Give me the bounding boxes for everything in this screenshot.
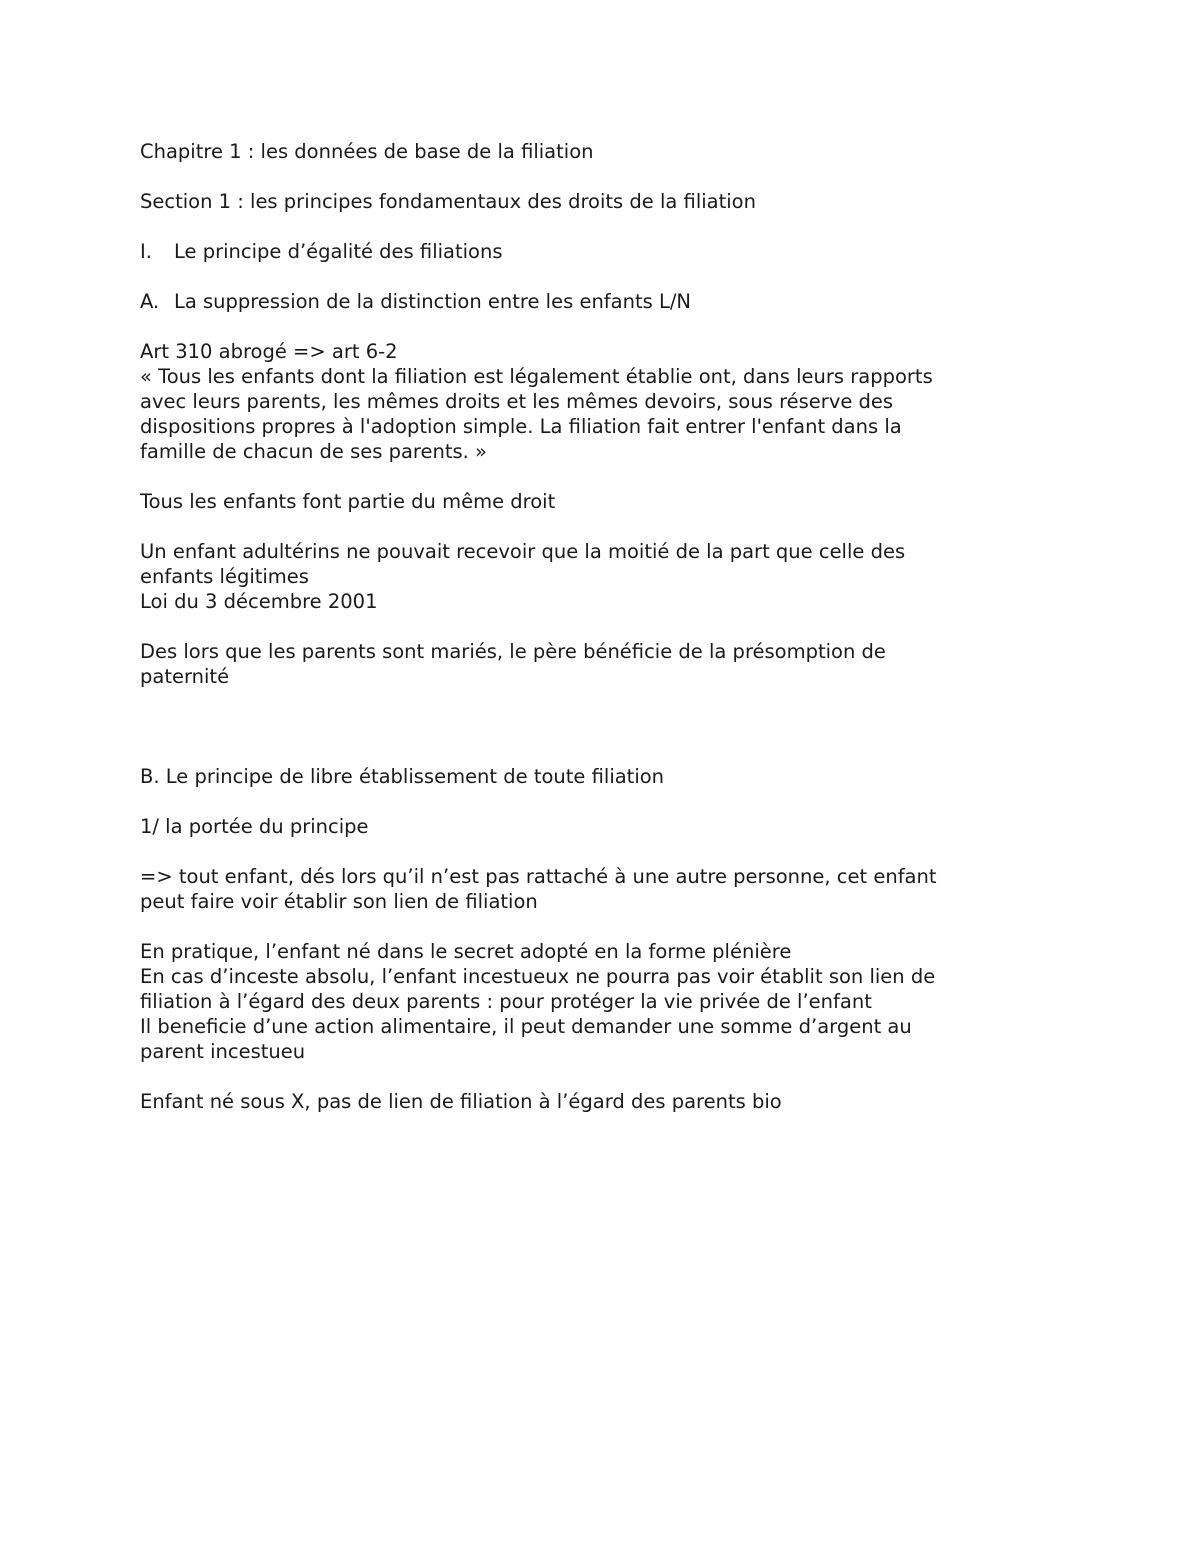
heading-part-b: B. Le principe de libre établissement de toute filiation	[140, 765, 665, 788]
quote-line: avec leurs parents, les mêmes droits et les mêmes devoirs, sous réserve des	[140, 390, 894, 413]
paragraph-line: Un enfant adultérins ne pouvait recevoir que la moitié de la part que celle des	[140, 540, 906, 563]
quote-line: « Tous les enfants dont la filiation est légalement établie ont, dans leurs rapports	[140, 365, 933, 388]
paragraph-line: Des lors que les parents sont mariés, le père bénéficie de la présomption de	[140, 640, 886, 663]
spacer	[140, 789, 1040, 814]
spacer	[140, 314, 1040, 339]
spacer	[140, 689, 1040, 764]
section-title: Section 1 : les principes fondamentaux des droits de la filiation	[140, 190, 756, 213]
paragraph-line: filiation à l’égard des deux parents : pour protéger la vie privée de l’enfant	[140, 990, 872, 1013]
heading-part-i	[140, 239, 1040, 264]
quote-line: famille de chacun de ses parents. »	[140, 440, 487, 463]
paragraph-line: => tout enfant, dés lors qu’il n’est pas rattaché à une autre personne, cet enfant	[140, 865, 937, 888]
subsection-heading: 1/ la portée du principe	[140, 815, 369, 838]
spacer	[140, 514, 1040, 539]
spacer	[140, 464, 1040, 489]
spacer	[140, 214, 1040, 239]
spacer	[140, 914, 1040, 939]
paragraph-line: Il beneficie d’une action alimentaire, il peut demander une somme d’argent au	[140, 1015, 912, 1038]
heading-text: Le principe d’égalité des filiations	[174, 240, 503, 263]
paragraph-line: enfants légitimes	[140, 565, 309, 588]
spacer	[140, 264, 1040, 289]
paragraph-sous-x: Enfant né sous X, pas de lien de filiation à l’égard des parents bio	[140, 1090, 782, 1113]
paragraph-line: parent incestueu	[140, 1040, 306, 1063]
list-marker: A.	[140, 290, 160, 313]
chapter-title: Chapitre 1 : les données de base de la filiation	[140, 140, 594, 163]
law-reference: Loi du 3 décembre 2001	[140, 590, 378, 613]
paragraph-line: paternité	[140, 665, 230, 688]
quote-line: dispositions propres à l'adoption simple. La filiation fait entrer l'enfant dans la	[140, 415, 902, 438]
heading-text: La suppression de la distinction entre les enfants L/N	[174, 290, 691, 313]
spacer	[140, 1064, 1040, 1089]
paragraph-line: En cas d’inceste absolu, l’enfant incestueux ne pourra pas voir établit son lien de	[140, 965, 936, 988]
article-reference: Art 310 abrogé => art 6-2	[140, 340, 398, 363]
paragraph-line: peut faire voir établir son lien de filiation	[140, 890, 538, 913]
spacer	[140, 164, 1040, 189]
heading-part-a	[140, 289, 1040, 314]
paragraph-line: En pratique, l’enfant né dans le secret adopté en la forme plénière	[140, 940, 792, 963]
spacer	[140, 614, 1040, 639]
list-marker: I.	[140, 240, 152, 263]
spacer	[140, 839, 1040, 864]
paragraph-same-right: Tous les enfants font partie du même droit	[140, 490, 556, 513]
document-body	[140, 139, 1040, 1114]
